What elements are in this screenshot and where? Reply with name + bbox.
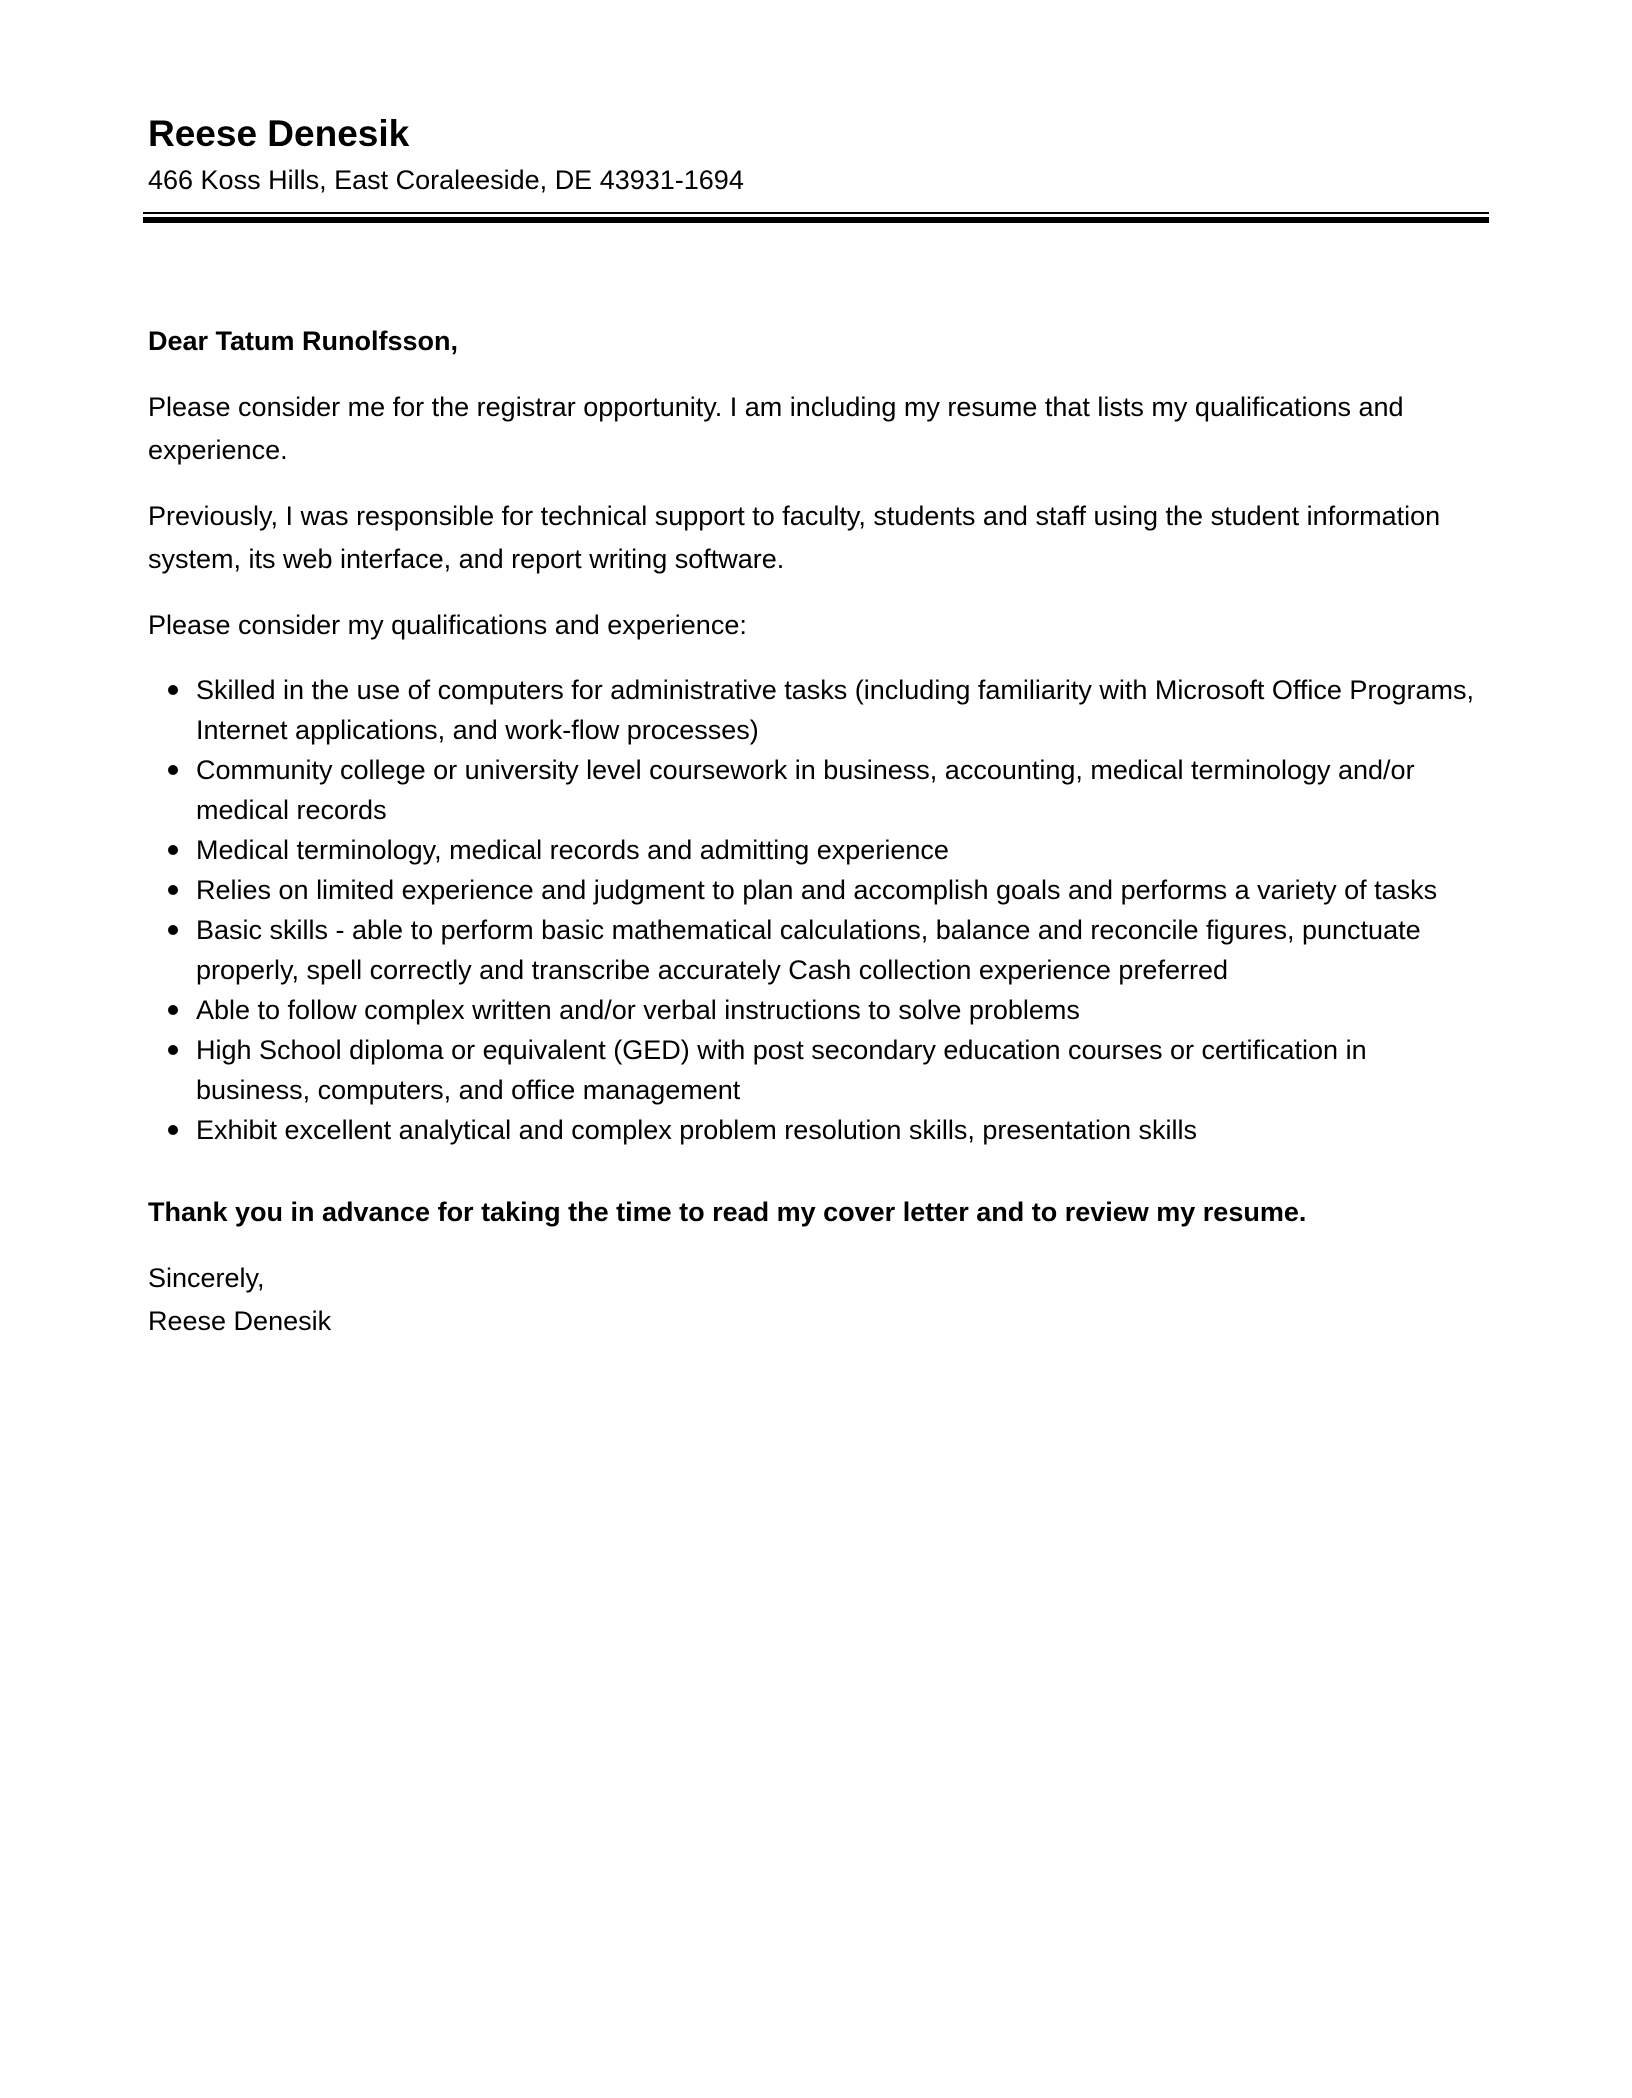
list-item: Basic skills - able to perform basic mathematical calculations, balance and reconcile figures, punctuate properly, spell correctly and transcribe accurately Cash collection experience preferred [148,910,1488,990]
signature-name: Reese Denesik [148,1306,332,1336]
letter-header [148,108,1488,200]
sender-name: Reese Denesik [148,113,410,154]
list-item: Able to follow complex written and/or verbal instructions to solve problems [148,990,1488,1030]
signoff-block [148,1257,1488,1343]
signoff: Sincerely, [148,1263,265,1293]
letter-body [148,320,1488,1343]
divider-thick-line [143,217,1489,223]
list-item: Medical terminology, medical records and admitting experience [148,830,1488,870]
list-item: Community college or university level coursework in business, accounting, medical terminology and/or medical records [148,750,1488,830]
list-item: Exhibit excellent analytical and complex problem resolution skills, presentation skills [148,1110,1488,1150]
intro-paragraph: Please consider me for the registrar opportunity. I am including my resume that lists my qualifications and experience. [148,392,1404,465]
list-item: Relies on limited experience and judgment to plan and accomplish goals and performs a variety of tasks [148,870,1488,910]
experience-paragraph: Previously, I was responsible for technical support to faculty, students and staff using the student information system, its web interface, and report writing software. [148,501,1441,574]
qualifications-list [148,670,1488,1150]
header-divider [143,212,1489,223]
qualifications-intro: Please consider my qualifications and experience: [148,610,747,640]
sender-address: 466 Koss Hills, East Coraleeside, DE 43931-1694 [148,165,744,195]
list-item: High School diploma or equivalent (GED) with post secondary education courses or certification in business, computers, and office management [148,1030,1488,1110]
list-item: Skilled in the use of computers for administrative tasks (including familiarity with Microsoft Office Programs, Internet applications, and work-flow processes) [148,670,1488,750]
salutation: Dear Tatum Runolfsson, [148,326,459,356]
closing-statement: Thank you in advance for taking the time to read my cover letter and to review my resume. [148,1197,1307,1227]
